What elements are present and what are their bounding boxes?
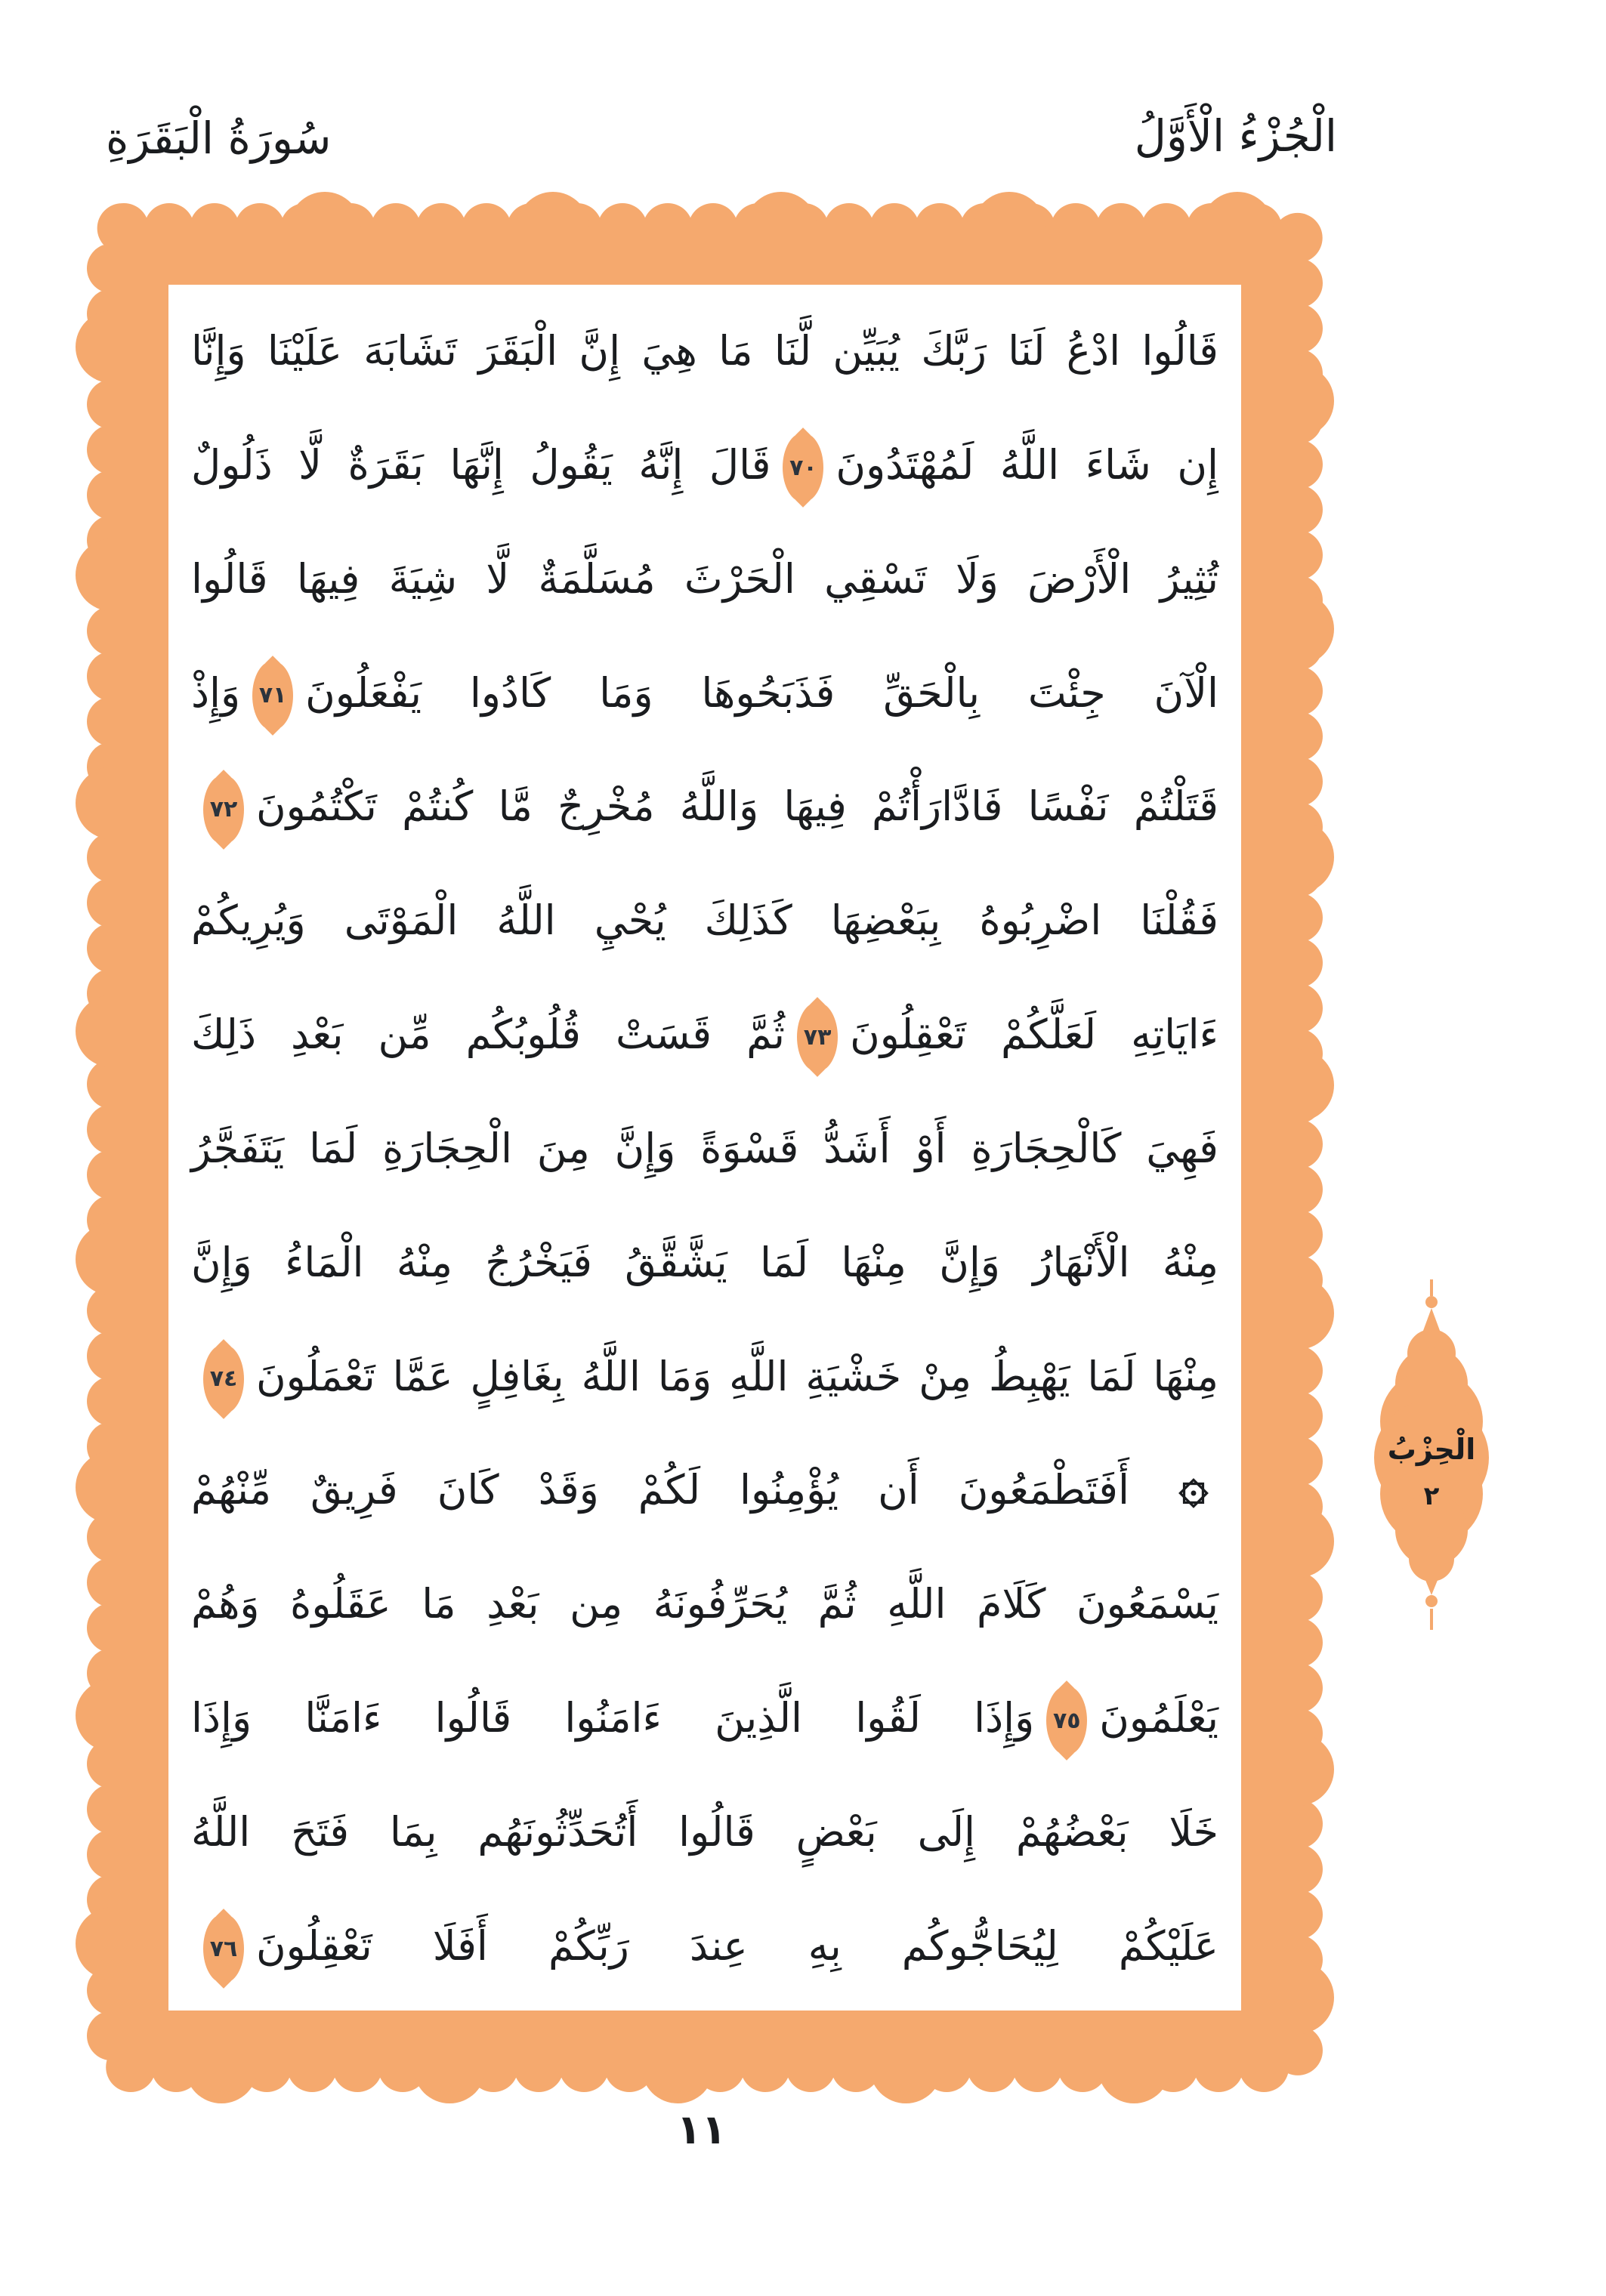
quran-line — [191, 864, 1218, 977]
ayah-text: يَعْلَمُونَ — [1099, 1694, 1218, 1742]
ayah-text: مِنْهُ الْأَنْهَارُ وَإِنَّ مِنْهَا لَمَا يَشَّقَّقُ فَيَخْرُجُ مِنْهُ الْمَاءُ وَإِنَّ — [191, 1238, 1218, 1286]
ayah-text: تُثِيرُ الْأَرْضَ وَلَا تَسْقِي الْحَرْثَ مُسَلَّمَةٌ لَّا شِيَةَ فِيهَا قَالُوا — [191, 554, 1218, 603]
quran-line — [191, 1776, 1218, 1889]
hizb-number: ٢ — [1423, 1481, 1440, 1511]
ayah-text: فَقُلْنَا اضْرِبُوهُ بِبَعْضِهَا كَذَلِكَ يُحْيِ اللَّهُ الْمَوْتَى وَيُرِيكُمْ — [191, 896, 1218, 945]
ayah-text: فَهِيَ كَالْحِجَارَةِ أَوْ أَشَدُّ قَسْوَةً وَإِنَّ مِنَ الْحِجَارَةِ لَمَا يَتَفَجَّرُ — [191, 1124, 1218, 1172]
quran-line — [191, 750, 1218, 863]
ayah-text: قَالَ إِنَّهُ يَقُولُ إِنَّهَا بَقَرَةٌ لَّا ذَلُولٌ — [191, 440, 771, 489]
ayah-text: أَفَتَطْمَعُونَ أَن يُؤْمِنُوا لَكُمْ وَقَدْ كَانَ فَرِيقٌ مِّنْهُمْ — [191, 1466, 1129, 1514]
ayah-end-marker — [797, 1002, 838, 1072]
ayah-number: ٧٢ — [209, 796, 238, 823]
ayah-text: قَتَلْتُمْ نَفْسًا فَادَّارَأْتُمْ فِيهَا وَاللَّهُ مُخْرِجٌ مَّا كُنتُمْ تَكْتُمُونَ — [256, 782, 1218, 831]
ayah-text: وَإِذَا لَقُوا الَّذِينَ ءَامَنُوا قَالُوا ءَامَنَّا وَإِذَا — [191, 1694, 1035, 1742]
ayah-end-marker — [252, 661, 293, 730]
quran-line — [191, 1548, 1218, 1661]
quran-line — [191, 1206, 1218, 1319]
ayah-text: عَلَيْكُمْ لِيُحَاجُّوكُم بِهِ عِندَ رَبِّكُمْ أَفَلَا تَعْقِلُونَ — [256, 1921, 1218, 1970]
quran-line — [191, 409, 1218, 522]
page-number: ١١ — [676, 2106, 727, 2153]
ayah-end-marker — [783, 433, 823, 502]
ayah-end-marker — [203, 1344, 244, 1414]
ayah-number: ٧٠ — [789, 454, 817, 481]
ayah-text: ثُمَّ قَسَتْ قُلُوبُكُم مِّن بَعْدِ ذَلِكَ — [191, 1011, 786, 1059]
quran-line — [191, 295, 1218, 408]
ayah-end-marker — [203, 1914, 244, 1983]
ayah-number: ٧٦ — [209, 1935, 238, 1962]
ayah-text: الْآنَ جِئْتَ بِالْحَقِّ فَذَبَحُوهَا وَمَا كَادُوا يَفْعَلُونَ — [305, 668, 1218, 717]
ayah-number: ٧٤ — [209, 1366, 238, 1393]
ayah-text: قَالُوا ادْعُ لَنَا رَبَّكَ يُبَيِّن لَّنَا مَا هِيَ إِنَّ الْبَقَرَ تَشَابَهَ عَلَيْنَا وَإِنَّا — [191, 327, 1218, 375]
ayah-text: خَلَا بَعْضُهُمْ إِلَى بَعْضٍ قَالُوا أَتُحَدِّثُونَهُم بِمَا فَتَحَ اللَّهُ — [191, 1807, 1218, 1856]
ayah-number: ٧٣ — [803, 1023, 832, 1051]
surah-header: سُورَةُ الْبَقَرَةِ — [106, 113, 332, 164]
quran-lines — [191, 295, 1218, 2003]
ayah-number: ٧٥ — [1052, 1707, 1081, 1734]
quran-line — [191, 637, 1218, 750]
rub-el-hizb-icon — [1176, 1476, 1211, 1511]
ayah-text: يَسْمَعُونَ كَلَامَ اللَّهِ ثُمَّ يُحَرِّفُونَهُ مِن بَعْدِ مَا عَقَلُوهُ وَهُمْ — [191, 1580, 1218, 1628]
ayah-end-marker — [1046, 1686, 1087, 1755]
ayah-text: مِنْهَا لَمَا يَهْبِطُ مِنْ خَشْيَةِ اللَّهِ وَمَا اللَّهُ بِغَافِلٍ عَمَّا تَعْمَلُونَ — [256, 1352, 1218, 1400]
ayah-end-marker — [203, 775, 244, 844]
ayah-text: وَإِذْ — [191, 668, 241, 717]
hizb-label: الْحِزْبُ — [1387, 1433, 1476, 1466]
quran-line — [191, 1662, 1218, 1775]
juz-header: الْجُزْءُ الْأَوَّلُ — [1134, 110, 1337, 162]
hizb-marker-ornament — [1360, 1278, 1503, 1633]
ayah-text: إِن شَاءَ اللَّهُ لَمُهْتَدُونَ — [835, 440, 1219, 489]
quran-line — [191, 1092, 1218, 1205]
quran-line — [191, 1433, 1218, 1547]
quran-line — [191, 523, 1218, 636]
ayah-number: ٧١ — [258, 682, 287, 709]
ayah-text: ءَايَاتِهِ لَعَلَّكُمْ تَعْقِلُونَ — [850, 1011, 1219, 1059]
quran-line — [191, 1320, 1218, 1433]
quran-line — [191, 1890, 1218, 2003]
quran-line — [191, 978, 1218, 1091]
